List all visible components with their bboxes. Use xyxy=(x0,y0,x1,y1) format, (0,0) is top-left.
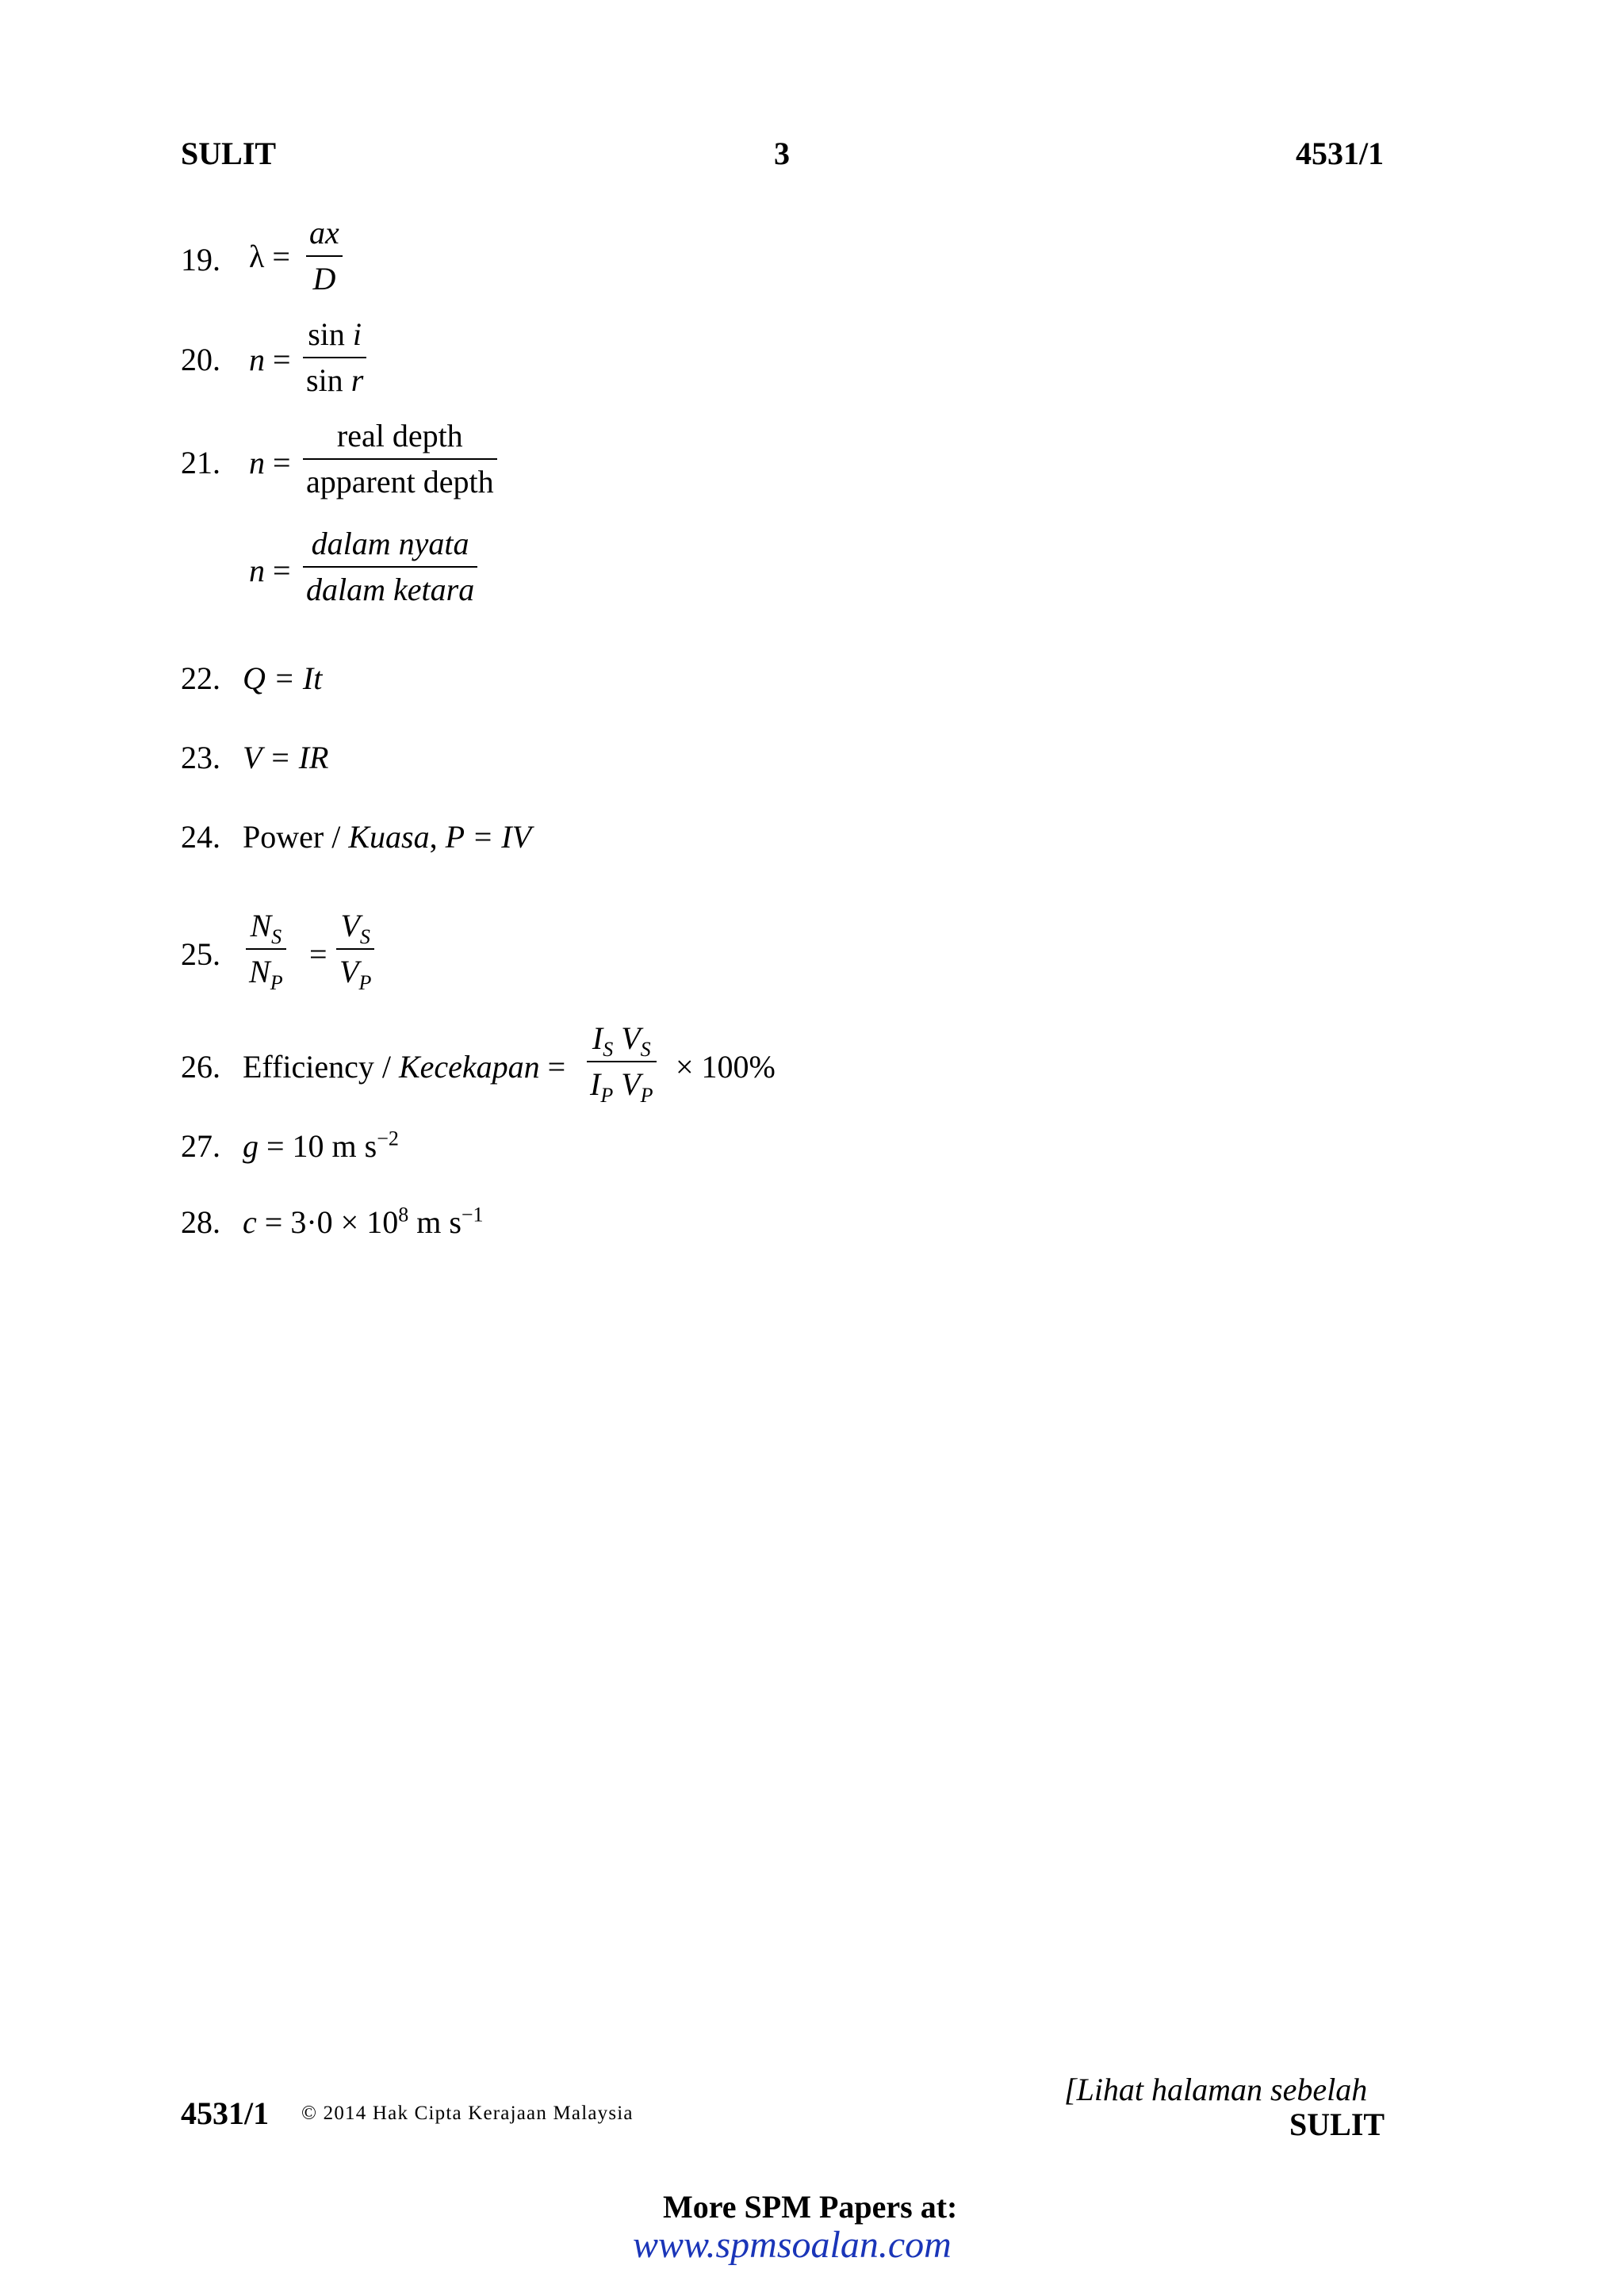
numerator: $I_S$ $V_S$ xyxy=(592,1020,651,1061)
fraction-malay xyxy=(303,528,477,606)
denominator: $I_P$ $V_P$ xyxy=(590,1066,653,1107)
formula-lhs-malay xyxy=(249,552,291,589)
item-number: 24. xyxy=(181,819,220,855)
equals-sign: = xyxy=(273,553,291,588)
denominator: D xyxy=(312,261,336,297)
variable-n: n xyxy=(249,553,265,588)
percent-multiplier: × 100% xyxy=(676,1049,776,1085)
fraction xyxy=(306,217,343,295)
see-next-page: [Lihat halaman sebelah xyxy=(1064,2072,1368,2107)
more-papers-text: More SPM Papers at: xyxy=(663,2189,958,2225)
numerator: ax xyxy=(309,215,339,251)
formula-expression: g = 10 m $s^{-2}$ xyxy=(243,1127,399,1164)
item-number: 27. xyxy=(181,1128,220,1164)
fraction-bar xyxy=(303,566,477,568)
paper-code: 4531/1 xyxy=(1296,136,1385,171)
header-left: SULIT xyxy=(181,136,277,171)
variable-n: n xyxy=(249,445,265,480)
website-link[interactable]: www.spmsoalan.com xyxy=(633,2224,952,2266)
numerator: $V_S$ xyxy=(340,908,370,948)
denominator: apparent depth xyxy=(306,464,494,499)
formula-lhs xyxy=(249,444,291,481)
equals-sign: = xyxy=(273,342,291,377)
item-number: 19. xyxy=(181,242,220,277)
fraction xyxy=(303,420,497,498)
formula-expression: $c = 3\cdot 0 \times 10^8$ m $s^{-1}$ xyxy=(243,1203,484,1240)
formula-expression: V = IR xyxy=(243,740,329,775)
formula-lhs: λ = xyxy=(249,239,290,274)
fraction-turns xyxy=(246,908,286,994)
fraction-bar xyxy=(306,255,343,257)
item-number: 21. xyxy=(181,445,220,480)
footer-sulit: SULIT xyxy=(1289,2107,1385,2142)
copyright-notice: © 2014 Hak Cipta Kerajaan Malaysia xyxy=(301,2103,634,2124)
formula-expression: Q = It xyxy=(243,660,323,696)
fraction-bar xyxy=(587,1061,657,1062)
footer-paper-code: 4531/1 xyxy=(181,2095,270,2131)
formula-lhs xyxy=(249,341,291,378)
item-number: 23. xyxy=(181,740,220,775)
denominator: $V_P$ xyxy=(339,954,372,994)
denominator: $N_P$ xyxy=(249,954,283,994)
fraction-bar xyxy=(303,357,366,358)
denominator: sin r xyxy=(306,362,364,398)
numerator: dalam nyata xyxy=(311,526,469,561)
variable-n: n xyxy=(249,342,265,377)
item-number: 22. xyxy=(181,660,220,696)
denominator: dalam ketara xyxy=(306,572,475,607)
equals-sign: = xyxy=(273,445,291,480)
fraction-efficiency xyxy=(587,1020,657,1107)
fraction-bar xyxy=(336,948,374,950)
numerator: real depth xyxy=(336,418,463,453)
item-number: 26. xyxy=(181,1049,220,1085)
numerator: $N_S$ xyxy=(250,908,282,948)
page-number: 3 xyxy=(774,136,790,171)
fraction-voltage xyxy=(336,908,374,994)
formula-label: Efficiency / Kecekapan = xyxy=(243,1049,566,1085)
item-number: 20. xyxy=(181,342,220,377)
item-number: 28. xyxy=(181,1204,220,1240)
equals-sign: = xyxy=(309,936,327,972)
numerator: sin i xyxy=(308,316,362,352)
formula-expression: Power / Kuasa, P = IV xyxy=(243,819,532,855)
item-number: 25. xyxy=(181,936,220,972)
fraction xyxy=(303,316,366,398)
fraction-bar xyxy=(303,458,497,460)
fraction-bar xyxy=(246,948,286,950)
